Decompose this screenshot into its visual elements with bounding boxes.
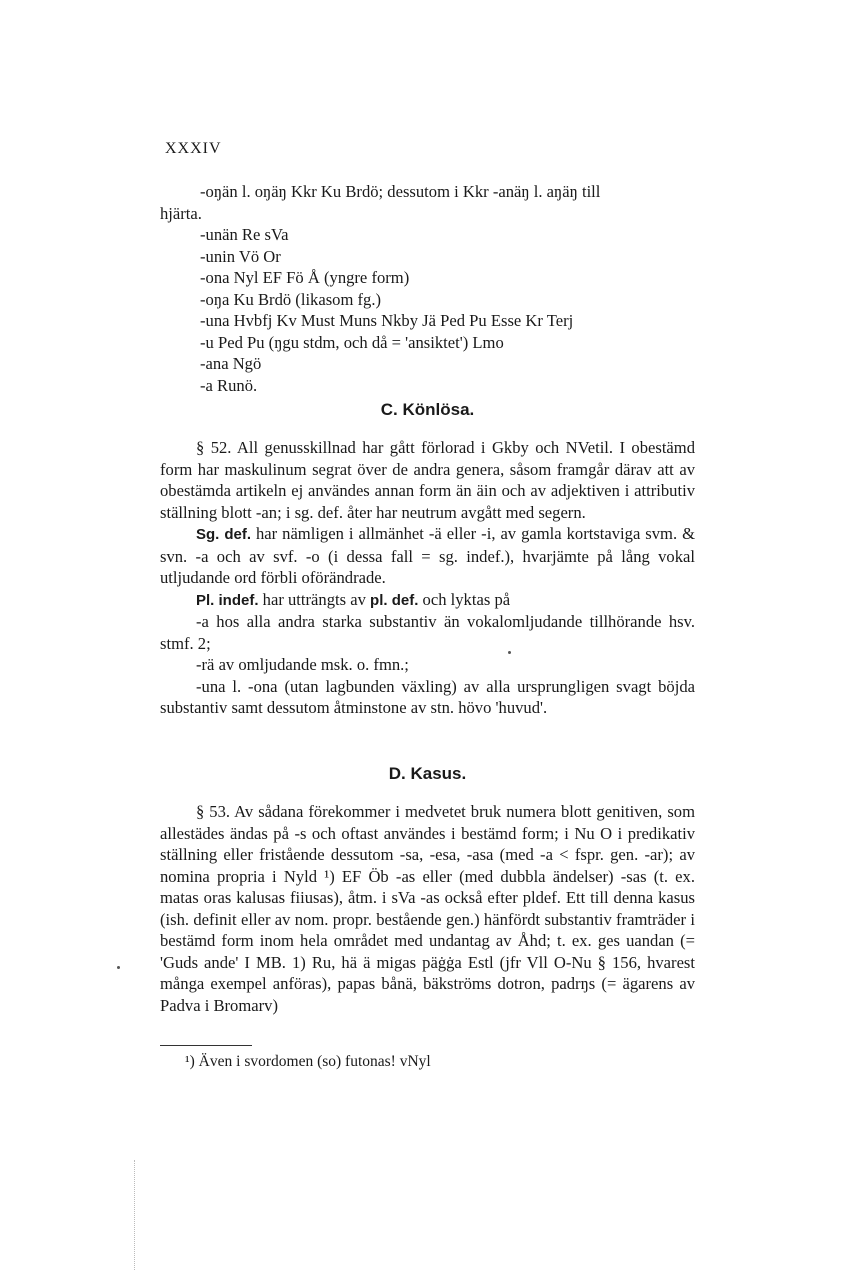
specks (508, 651, 511, 654)
paragraph-53: § 53. Av sådana förekommer i medvetet bruk numera blott genitiven, som allestädes ändas på -s och oftast användes i bestämd form; i Nu O i predikativ ställning eller fristående dessutom -sa, -esa, -asa (med -a < fspr. gen. -ar); av nomina propria i Nyld ¹) EF Öb -as eller (med dubbla ändelser) -sas (t. ex. matas oras kalusas fiiusas), åtm. i sVa -as också efter pldef. Ett till denna kasus (ish. definit eller av nom. propr. bestående gen.) hänfördt substantiv framträder i bestämd form inom hela området med undantag av Åhd; t. ex. ges uandan (= 'Guds ande' I MB. 1) Ru, hä ä migas päġġa Estl (jfr Vll O-Nu § 156, hvarest många exempel anföras), papas bånä, bäkströms dotron, padrŋs (= ägarens av Padva i Bromarv) (160, 802, 695, 1015)
section-d-body (160, 801, 695, 1016)
scan-artifact-line (134, 1160, 135, 1270)
list-item (160, 181, 695, 224)
bold-term-pl-def: pl. def. (370, 591, 419, 609)
list-item: -unän Re sVa (200, 225, 289, 244)
section-heading-c: C. Könlösa. (380, 400, 475, 419)
paragraph-sg-def (160, 523, 695, 589)
list-item: -a Runö. (200, 375, 258, 395)
paragraph-pl-indef (160, 589, 695, 612)
ending-item-ra: -rä av omljudande msk. o. fmn.; (196, 655, 409, 674)
list-item: -oŋa Ku Brdö (likasom fg.) (200, 289, 382, 309)
list-item: -una Hvbfj Kv Must Muns Nkby Jä Ped Pu Esse Kr Terj (200, 311, 574, 330)
list-item-line: -oŋän l. oŋäŋ Kkr Ku Brdö; dessutom i Kkr -anäŋ l. aŋäŋ till (200, 182, 601, 201)
ending-item-una: -una l. -ona (utan lagbunden växling) av alla ursprungligen svagt böjda substantiv samt dessutom åtminstone av stn. hövo 'huvud'. (160, 676, 695, 717)
list-item-continuation: hjärta. (160, 203, 202, 223)
list-item: -u Ped Pu (ŋgu stdm, och då = 'ansiktet') Lmo (200, 332, 504, 352)
footnote: ¹) Även i svordomen (so) futonas! vNyl (185, 1053, 431, 1070)
paragraph-52: § 52. All genusskillnad har gått förlorad i Gkby och NVetil. I obestämd form har maskulinum segrat över de andra genera, såsom framgår därav att av obestämda artikeln ej användes annan form än äin och av adjektiven i attributiv ställning blott -an; i sg. def. åter har neutrum avgått med segern. (160, 438, 695, 522)
bold-term-sg-def: Sg. def. (196, 526, 251, 543)
footnote-rule (160, 1045, 252, 1046)
list-item: -unin Vö Or (200, 246, 281, 266)
page-number: XXXIV (165, 140, 222, 157)
paragraph-text: har nämligen i allmänhet -ä eller -i, av gamla kortstaviga svm. & svn. -a och av svf. -o (i dessa fall = sg. indef.), hvarjämte på lång vokal utljudande ord förbli oförändrade. (160, 524, 695, 587)
list-item: -ona Nyl EF Fö Å (yngre form) (200, 268, 410, 287)
section-heading-d: D. Kasus. (388, 764, 467, 783)
bold-term-pl-indef: Pl. indef. (196, 591, 259, 609)
ending-item-a: -a hos alla andra starka substantiv än vokalomljudande tillhörande hsv. stmf. 2; (160, 612, 695, 653)
endings-list (160, 181, 695, 396)
paragraph-text: har utträngts av (262, 589, 366, 609)
list-item: -ana Ngö (200, 354, 262, 373)
section-c-body (160, 437, 695, 719)
specks (117, 966, 120, 969)
paragraph-text: och lyktas på (422, 589, 511, 609)
